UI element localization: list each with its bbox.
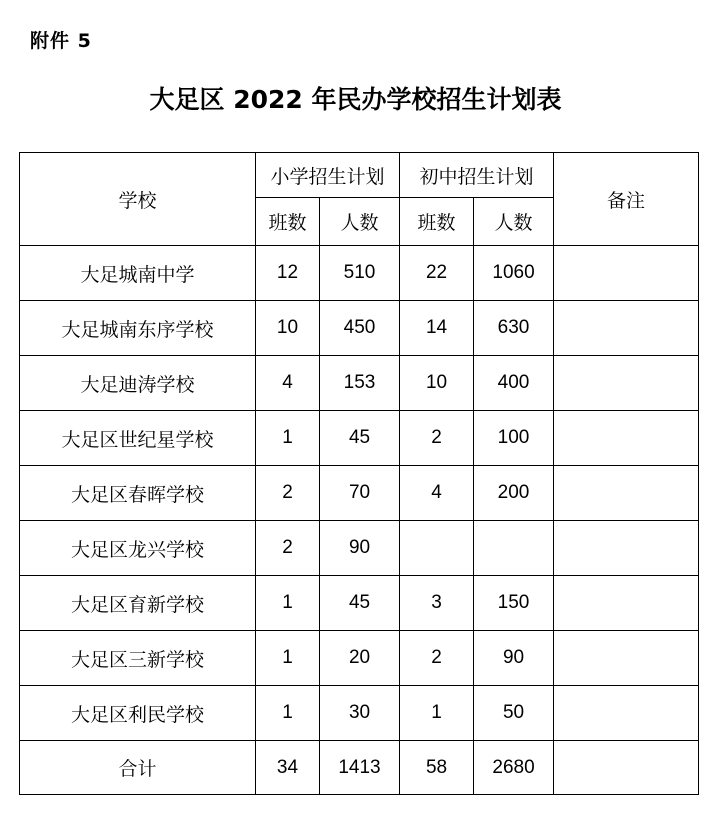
junior-classes-cell: 1	[400, 686, 474, 741]
header-junior-plan: 初中招生计划	[400, 153, 554, 198]
school-name-cell: 大足区育新学校	[20, 576, 256, 631]
primary-students-cell: 90	[320, 521, 400, 576]
junior-students-cell: 200	[474, 466, 554, 521]
junior-classes-cell: 2	[400, 631, 474, 686]
primary-classes-cell: 2	[256, 521, 320, 576]
primary-classes-cell: 1	[256, 576, 320, 631]
junior-students-cell: 1060	[474, 246, 554, 301]
table-row	[20, 686, 699, 741]
school-name-cell: 大足区龙兴学校	[20, 521, 256, 576]
school-name-cell: 大足区三新学校	[20, 631, 256, 686]
primary-students-cell: 20	[320, 631, 400, 686]
school-name-cell: 大足区利民学校	[20, 686, 256, 741]
primary-students-cell: 70	[320, 466, 400, 521]
primary-students-cell: 45	[320, 411, 400, 466]
primary-classes-cell: 2	[256, 466, 320, 521]
remarks-cell	[554, 466, 699, 521]
table-row	[20, 576, 699, 631]
junior-classes-cell: 3	[400, 576, 474, 631]
total-remarks-cell	[554, 741, 699, 795]
primary-classes-cell: 1	[256, 686, 320, 741]
table-row	[20, 356, 699, 411]
enrollment-plan-table	[19, 152, 699, 795]
table-row	[20, 466, 699, 521]
remarks-cell	[554, 576, 699, 631]
remarks-cell	[554, 246, 699, 301]
total-label-cell: 合计	[20, 741, 256, 795]
table-row	[20, 631, 699, 686]
junior-classes-cell: 10	[400, 356, 474, 411]
junior-students-cell: 150	[474, 576, 554, 631]
school-name-cell: 大足城南东序学校	[20, 301, 256, 356]
remarks-cell	[554, 411, 699, 466]
remarks-cell	[554, 631, 699, 686]
junior-classes-cell: 2	[400, 411, 474, 466]
total-junior-students-cell: 2680	[474, 741, 554, 795]
total-primary-students-cell: 1413	[320, 741, 400, 795]
table-header-row	[20, 153, 699, 198]
primary-students-cell: 153	[320, 356, 400, 411]
primary-classes-cell: 1	[256, 631, 320, 686]
primary-students-cell: 45	[320, 576, 400, 631]
table-row	[20, 301, 699, 356]
primary-students-cell: 30	[320, 686, 400, 741]
school-name-cell: 大足区世纪星学校	[20, 411, 256, 466]
header-primary-students: 人数	[320, 198, 400, 246]
junior-students-cell: 90	[474, 631, 554, 686]
junior-classes-cell: 22	[400, 246, 474, 301]
primary-classes-cell: 10	[256, 301, 320, 356]
school-name-cell: 大足迪涛学校	[20, 356, 256, 411]
primary-students-cell: 510	[320, 246, 400, 301]
junior-students-cell: 630	[474, 301, 554, 356]
remarks-cell	[554, 521, 699, 576]
junior-students-cell	[474, 521, 554, 576]
primary-students-cell: 450	[320, 301, 400, 356]
header-junior-students: 人数	[474, 198, 554, 246]
junior-students-cell: 100	[474, 411, 554, 466]
header-primary-plan: 小学招生计划	[256, 153, 400, 198]
primary-classes-cell: 12	[256, 246, 320, 301]
junior-classes-cell: 14	[400, 301, 474, 356]
total-junior-classes-cell: 58	[400, 741, 474, 795]
attachment-label: 附件 5	[30, 30, 92, 52]
page-title: 大足区 2022 年民办学校招生计划表	[149, 85, 562, 114]
remarks-cell	[554, 301, 699, 356]
primary-classes-cell: 1	[256, 411, 320, 466]
junior-classes-cell: 4	[400, 466, 474, 521]
table-row	[20, 521, 699, 576]
total-primary-classes-cell: 34	[256, 741, 320, 795]
total-row	[20, 741, 699, 795]
remarks-cell	[554, 686, 699, 741]
header-school: 学校	[20, 153, 256, 246]
header-primary-classes: 班数	[256, 198, 320, 246]
junior-classes-cell	[400, 521, 474, 576]
table-row	[20, 246, 699, 301]
table-row	[20, 411, 699, 466]
header-junior-classes: 班数	[400, 198, 474, 246]
junior-students-cell: 50	[474, 686, 554, 741]
school-name-cell: 大足城南中学	[20, 246, 256, 301]
remarks-cell	[554, 356, 699, 411]
school-name-cell: 大足区春晖学校	[20, 466, 256, 521]
primary-classes-cell: 4	[256, 356, 320, 411]
junior-students-cell: 400	[474, 356, 554, 411]
header-remarks: 备注	[554, 153, 699, 246]
